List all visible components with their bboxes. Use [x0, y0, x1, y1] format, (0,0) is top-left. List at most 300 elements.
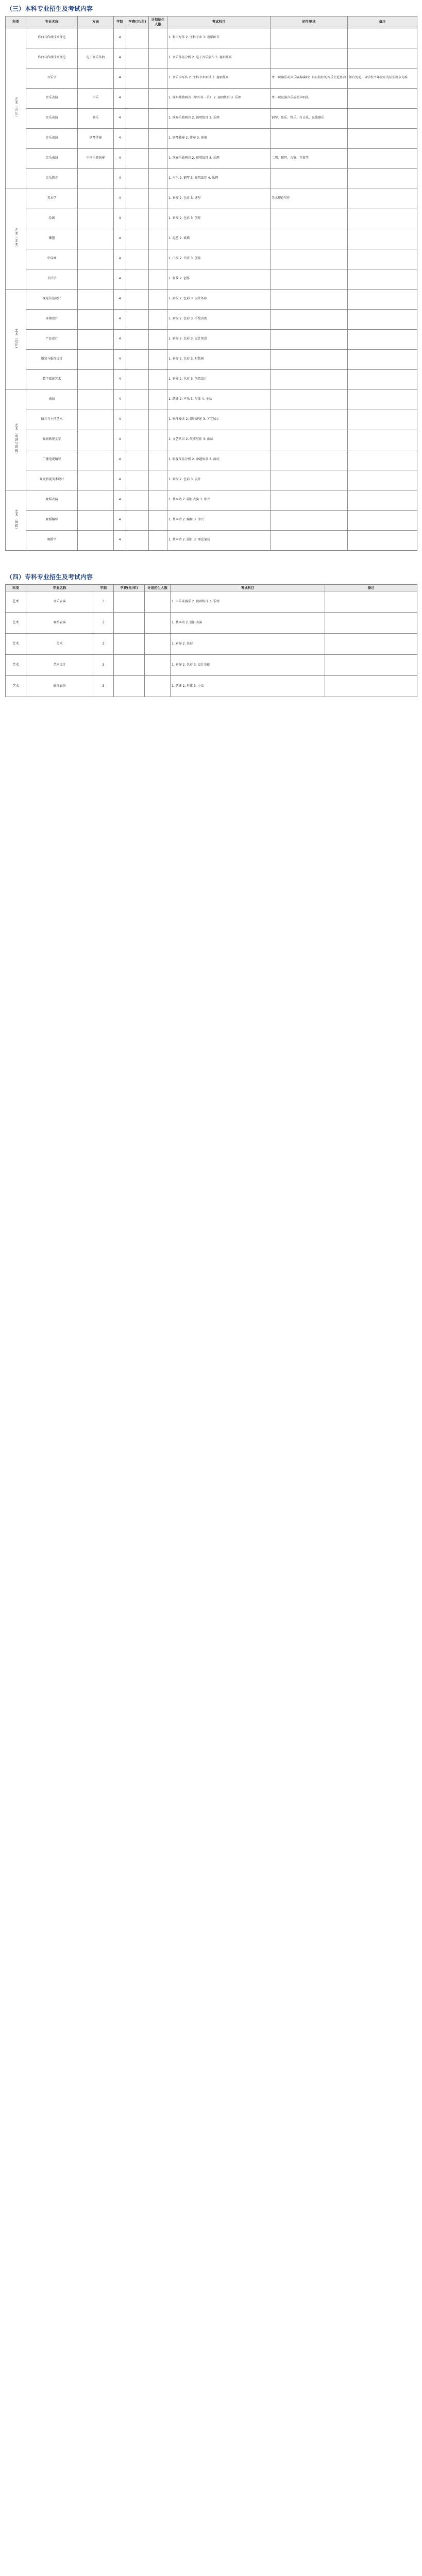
- years-cell: 4: [114, 88, 126, 108]
- section3-title: （三）本科专业招生及考试内容: [6, 5, 93, 12]
- major-cell: 表演: [26, 389, 78, 410]
- req-cell: 美术理论写作: [271, 189, 348, 209]
- years-cell: 4: [114, 68, 126, 88]
- years-cell: 4: [114, 530, 126, 550]
- table-row: [6, 655, 417, 676]
- table-row: [6, 349, 417, 369]
- exam-cell: 1. 声乐或器乐 2. 视唱练耳 3. 乐理: [171, 591, 325, 613]
- years-cell: 4: [114, 229, 126, 249]
- plan-cell: [149, 410, 167, 430]
- note-cell: [348, 28, 417, 48]
- major-cell: 中国画: [26, 249, 78, 269]
- dir-cell: [78, 349, 114, 369]
- req-cell: [271, 209, 348, 229]
- plan-cell: [149, 189, 167, 209]
- req-cell: [271, 530, 348, 550]
- major-cell: 音乐表演: [26, 148, 78, 168]
- table-row: [6, 48, 417, 68]
- table-row: [6, 613, 417, 634]
- col-header: 方向: [78, 16, 114, 28]
- fee-cell: [114, 634, 145, 655]
- dir-cell: 声乐: [78, 88, 114, 108]
- major-cell: 音乐表演: [26, 128, 78, 148]
- fee-cell: [126, 430, 149, 450]
- years-cell: 3: [93, 655, 114, 676]
- fee-cell: [126, 128, 149, 148]
- exam-cell: 1. 稿件播读 2. 即兴评述 3. 才艺展示: [167, 410, 271, 430]
- dir-cell: [78, 289, 114, 309]
- dir-cell: 电子音乐作曲: [78, 48, 114, 68]
- undergrad-table: [5, 16, 417, 551]
- plan-cell: [149, 108, 167, 128]
- note-cell: [348, 229, 417, 249]
- cat-cell: 艺术: [6, 676, 26, 697]
- exam-cell: 1. 素描 2. 色彩 3. 创作: [167, 209, 271, 229]
- req-cell: 考一项民族声乐或美声唱法: [271, 88, 348, 108]
- note-cell: [325, 613, 417, 634]
- plan-cell: [149, 249, 167, 269]
- years-cell: 4: [114, 148, 126, 168]
- fee-cell: [114, 613, 145, 634]
- col-header: 考试科目: [167, 16, 271, 28]
- exam-cell: 1. 声乐 2. 钢琴 3. 视唱练耳 4. 乐理: [167, 168, 271, 189]
- plan-cell: [149, 510, 167, 530]
- exam-cell: 1. 素描 2. 色彩 3. 设计基础: [171, 655, 325, 676]
- major-cell: 音乐教育: [26, 168, 78, 189]
- req-cell: [271, 229, 348, 249]
- note-cell: [348, 349, 417, 369]
- fee-cell: [126, 450, 149, 470]
- header-row: [6, 584, 417, 591]
- major-cell: 雕塑: [26, 229, 78, 249]
- years-cell: 4: [114, 490, 126, 510]
- exam-cell: 1. 白描 2. 书法 3. 创作: [167, 249, 271, 269]
- exam-cell: 1. 基本功 2. 剧目表演: [171, 613, 325, 634]
- major-cell: 舞蹈学: [26, 530, 78, 550]
- dir-cell: 钢琴伴奏: [78, 128, 114, 148]
- table-row: [6, 128, 417, 148]
- years-cell: 4: [114, 249, 126, 269]
- req-cell: [271, 128, 348, 148]
- exam-cell: 1. 素描 2. 色彩 3. 手绘表现: [167, 309, 271, 329]
- table-row: [6, 108, 417, 128]
- years-cell: 3: [93, 676, 114, 697]
- col-header: 学制: [114, 16, 126, 28]
- note-cell: [348, 249, 417, 269]
- req-cell: [271, 470, 348, 490]
- section-gap: [5, 551, 417, 571]
- fee-cell: [126, 209, 149, 229]
- table-row: [6, 209, 417, 229]
- years-cell: 4: [114, 289, 126, 309]
- note-cell: [325, 634, 417, 655]
- table-row: [6, 229, 417, 249]
- dir-cell: [78, 329, 114, 349]
- req-cell: [271, 28, 348, 48]
- major-cell: 播音与主持艺术: [26, 410, 78, 430]
- note-cell: [325, 676, 417, 697]
- exam-cell: 1. 素描 2. 色彩 3. 设计基础: [167, 289, 271, 309]
- note-cell: [348, 189, 417, 209]
- category-cell: 艺术（设计）: [6, 289, 26, 389]
- table-row: [6, 450, 417, 470]
- major-cell: 舞蹈表演: [26, 490, 78, 510]
- note-cell: [348, 88, 417, 108]
- col-header: 考试科目: [171, 584, 325, 591]
- note-cell: [348, 510, 417, 530]
- years-cell: 4: [114, 209, 126, 229]
- req-cell: 二胡、琵琶、古筝、竹笛等: [271, 148, 348, 168]
- fee-cell: [126, 148, 149, 168]
- plan-cell: [149, 148, 167, 168]
- plan-cell: [149, 349, 167, 369]
- req-cell: [271, 329, 348, 349]
- major-cell: 戏剧影视美术设计: [26, 470, 78, 490]
- exam-cell: 1. 文艺常识 2. 故事写作 3. 面试: [167, 430, 271, 450]
- fee-cell: [126, 88, 149, 108]
- table-row: [6, 329, 417, 349]
- years-cell: 4: [114, 470, 126, 490]
- table-row: [6, 591, 417, 613]
- header-row: [6, 16, 417, 28]
- note-cell: [348, 430, 417, 450]
- dir-cell: [78, 209, 114, 229]
- major-cell: 艺术设计: [26, 655, 93, 676]
- fee-cell: [126, 329, 149, 349]
- plan-cell: [149, 430, 167, 450]
- plan-cell: [149, 269, 167, 289]
- table-row: [6, 369, 417, 389]
- years-cell: 3: [93, 613, 114, 634]
- table-row: [6, 530, 417, 550]
- major-cell: 广播电视编导: [26, 450, 78, 470]
- table-row: [6, 410, 417, 430]
- col-header: 专业名称: [26, 16, 78, 28]
- years-cell: 3: [93, 634, 114, 655]
- dir-cell: [78, 28, 114, 48]
- major-cell: 舞蹈表演: [26, 613, 93, 634]
- fee-cell: [126, 68, 149, 88]
- table-row: [6, 430, 417, 450]
- note-cell: [348, 329, 417, 349]
- fee-cell: [126, 470, 149, 490]
- fee-cell: [114, 591, 145, 613]
- years-cell: 4: [114, 369, 126, 389]
- years-cell: 4: [114, 48, 126, 68]
- note-cell: [348, 48, 417, 68]
- plan-cell: [149, 229, 167, 249]
- years-cell: 4: [114, 168, 126, 189]
- fee-cell: [126, 369, 149, 389]
- table-row: [6, 634, 417, 655]
- fee-cell: [126, 490, 149, 510]
- dir-cell: [78, 68, 114, 88]
- fee-cell: [126, 510, 149, 530]
- table-row: [6, 490, 417, 510]
- exam-cell: 1. 临摹 2. 创作: [167, 269, 271, 289]
- col-header: 备注: [348, 16, 417, 28]
- exam-cell: 1. 演唱歌曲两首（中外各一首） 2. 视唱练耳 3. 乐理: [167, 88, 271, 108]
- plan-cell: [149, 88, 167, 108]
- cat-cell: 艺术: [6, 613, 26, 634]
- fee-cell: [126, 289, 149, 309]
- dir-cell: [78, 510, 114, 530]
- plan-cell: [149, 309, 167, 329]
- req-cell: [271, 309, 348, 329]
- note-cell: [325, 655, 417, 676]
- exam-cell: 1. 基本功 2. 编舞 3. 即兴: [167, 510, 271, 530]
- exam-cell: 1. 音乐学写作 2. 主科专业面试 3. 视唱练耳: [167, 68, 271, 88]
- exam-cell: 1. 素描 2. 色彩 3. 时装画: [167, 349, 271, 369]
- exam-cell: 1. 音乐作品分析 2. 电子音乐创作 3. 视唱练耳: [167, 48, 271, 68]
- exam-cell: 1. 朗诵 2. 声乐 3. 形体 4. 小品: [167, 389, 271, 410]
- years-cell: 4: [114, 108, 126, 128]
- years-cell: 4: [114, 349, 126, 369]
- dir-cell: [78, 249, 114, 269]
- exam-cell: 1. 钢琴独奏 2. 伴奏 3. 视奏: [167, 128, 271, 148]
- dir-cell: [78, 470, 114, 490]
- plan-cell: [149, 369, 167, 389]
- exam-cell: 1. 影视作品分析 2. 命题故事 3. 面试: [167, 450, 271, 470]
- req-cell: [271, 450, 348, 470]
- req-cell: [271, 349, 348, 369]
- college-table: [5, 584, 417, 698]
- major-cell: 美术学: [26, 189, 78, 209]
- note-cell: [325, 591, 417, 613]
- req-cell: [271, 510, 348, 530]
- col-header: 招生要求: [271, 16, 348, 28]
- fee-cell: [126, 349, 149, 369]
- undergrad-body: [6, 28, 417, 550]
- major-cell: 美术: [26, 634, 93, 655]
- fee-cell: [114, 676, 145, 697]
- req-cell: [271, 389, 348, 410]
- exam-cell: 1. 朗诵 2. 形体 3. 小品: [171, 676, 325, 697]
- req-cell: [271, 289, 348, 309]
- plan-cell: [149, 289, 167, 309]
- fee-cell: [126, 389, 149, 410]
- plan-cell: [149, 128, 167, 148]
- dir-cell: 器乐: [78, 108, 114, 128]
- table-row: [6, 269, 417, 289]
- major-cell: 环境设计: [26, 309, 78, 329]
- dir-cell: [78, 168, 114, 189]
- table-row: [6, 28, 417, 48]
- plan-cell: [149, 48, 167, 68]
- plan-cell: [149, 329, 167, 349]
- fee-cell: [126, 269, 149, 289]
- note-cell: [348, 450, 417, 470]
- note-cell: 如有变动，以学校当年发布的招生简章为准: [348, 68, 417, 88]
- dir-cell: [78, 410, 114, 430]
- major-cell: 产品设计: [26, 329, 78, 349]
- table-row: [6, 510, 417, 530]
- major-cell: 服装与服饰设计: [26, 349, 78, 369]
- exam-cell: 1. 泥塑 2. 素描: [167, 229, 271, 249]
- col-header: 计划招生人数: [149, 16, 167, 28]
- exam-cell: 1. 素描 2. 色彩 3. 创意设计: [167, 369, 271, 389]
- col-header: 学费(元/年): [114, 584, 145, 591]
- req-cell: [271, 269, 348, 289]
- note-cell: [348, 309, 417, 329]
- table-row: [6, 168, 417, 189]
- table-row: [6, 88, 417, 108]
- plan-cell: [149, 28, 167, 48]
- years-cell: 4: [114, 410, 126, 430]
- plan-cell: [149, 68, 167, 88]
- col-header: 专业名称: [26, 584, 93, 591]
- years-cell: 4: [114, 329, 126, 349]
- col-header: 科类: [6, 16, 26, 28]
- plan-cell: [149, 389, 167, 410]
- fee-cell: [126, 28, 149, 48]
- cat-cell: 艺术: [6, 655, 26, 676]
- dir-cell: [78, 309, 114, 329]
- major-cell: 影视表演: [26, 676, 93, 697]
- exam-cell: 1. 素描 2. 色彩: [171, 634, 325, 655]
- req-cell: [271, 430, 348, 450]
- category-cell: 艺术（舞蹈）: [6, 490, 26, 550]
- category-cell: 艺术（美术）: [6, 189, 26, 289]
- fee-cell: [126, 189, 149, 209]
- major-cell: 音乐表演: [26, 108, 78, 128]
- plan-cell: [145, 676, 171, 697]
- plan-cell: [145, 591, 171, 613]
- req-cell: 考一项器乐或声乐演奏演唱；具有较好的音乐史论基础: [271, 68, 348, 88]
- years-cell: 4: [114, 309, 126, 329]
- note-cell: [348, 389, 417, 410]
- years-cell: 4: [114, 510, 126, 530]
- major-cell: 视觉传达设计: [26, 289, 78, 309]
- major-cell: 音乐表演: [26, 591, 93, 613]
- fee-cell: [126, 249, 149, 269]
- fee-cell: [126, 168, 149, 189]
- plan-cell: [145, 634, 171, 655]
- years-cell: 4: [114, 269, 126, 289]
- dir-cell: [78, 269, 114, 289]
- note-cell: [348, 148, 417, 168]
- note-cell: [348, 108, 417, 128]
- fee-cell: [126, 410, 149, 430]
- table-row: [6, 189, 417, 209]
- exam-cell: 1. 基本功 2. 剧目 3. 理论笔试: [167, 530, 271, 550]
- dir-cell: [78, 389, 114, 410]
- req-cell: [271, 48, 348, 68]
- dir-cell: [78, 530, 114, 550]
- table-row: [6, 389, 417, 410]
- req-cell: [271, 410, 348, 430]
- dir-cell: [78, 229, 114, 249]
- cat-cell: 艺术: [6, 591, 26, 613]
- section4-title: （四）专科专业招生及考试内容: [6, 573, 93, 581]
- note-cell: [348, 490, 417, 510]
- note-cell: [348, 269, 417, 289]
- col-header: 学制: [93, 584, 114, 591]
- plan-cell: [149, 450, 167, 470]
- table-row: [6, 676, 417, 697]
- dir-cell: [78, 189, 114, 209]
- note-cell: [348, 128, 417, 148]
- major-cell: 作曲与作曲技术理论: [26, 28, 78, 48]
- major-cell: 音乐表演: [26, 88, 78, 108]
- plan-cell: [149, 530, 167, 550]
- plan-cell: [149, 168, 167, 189]
- exam-cell: 1. 基本功 2. 剧目表演 3. 即兴: [167, 490, 271, 510]
- exam-cell: 1. 素描 2. 色彩 3. 设计创意: [167, 329, 271, 349]
- dir-cell: [78, 430, 114, 450]
- major-cell: 书法学: [26, 269, 78, 289]
- note-cell: [348, 289, 417, 309]
- req-cell: [271, 168, 348, 189]
- exam-cell: 1. 演奏乐曲两首 2. 视唱练耳 3. 乐理: [167, 108, 271, 128]
- table-row: [6, 470, 417, 490]
- fee-cell: [126, 309, 149, 329]
- dir-cell: [78, 450, 114, 470]
- table-row: [6, 68, 417, 88]
- years-cell: 4: [114, 430, 126, 450]
- major-cell: 作曲与作曲技术理论: [26, 48, 78, 68]
- note-cell: [348, 530, 417, 550]
- cat-cell: 艺术: [6, 634, 26, 655]
- col-header: 科类: [6, 584, 26, 591]
- req-cell: [271, 369, 348, 389]
- fee-cell: [126, 530, 149, 550]
- years-cell: 4: [114, 28, 126, 48]
- plan-cell: [145, 655, 171, 676]
- col-header: 计划招生人数: [145, 584, 171, 591]
- category-cell: 艺术（音乐）: [6, 28, 26, 189]
- major-cell: 数字媒体艺术: [26, 369, 78, 389]
- table-row: [6, 148, 417, 168]
- req-cell: 钢琴、弦乐、管乐、打击乐、民族器乐: [271, 108, 348, 128]
- dir-cell: 中国乐器演奏: [78, 148, 114, 168]
- note-cell: [348, 470, 417, 490]
- major-cell: 音乐学: [26, 68, 78, 88]
- plan-cell: [149, 470, 167, 490]
- exam-cell: 1. 素描 2. 色彩 3. 速写: [167, 189, 271, 209]
- table-row: [6, 249, 417, 269]
- years-cell: 4: [114, 189, 126, 209]
- major-cell: 舞蹈编导: [26, 510, 78, 530]
- table-row: [6, 289, 417, 309]
- table-row: [6, 309, 417, 329]
- dir-cell: [78, 369, 114, 389]
- col-header: 学费(元/年): [126, 16, 149, 28]
- plan-cell: [149, 209, 167, 229]
- col-header: 备注: [325, 584, 417, 591]
- major-cell: 戏剧影视文学: [26, 430, 78, 450]
- plan-cell: [145, 613, 171, 634]
- exam-cell: 1. 和声写作 2. 主科专业 3. 视唱练耳: [167, 28, 271, 48]
- college-body: [6, 591, 417, 697]
- note-cell: [348, 209, 417, 229]
- dir-cell: [78, 490, 114, 510]
- exam-cell: 1. 演奏乐曲两首 2. 视唱练耳 3. 乐理: [167, 148, 271, 168]
- note-cell: [348, 168, 417, 189]
- req-cell: [271, 249, 348, 269]
- fee-cell: [126, 48, 149, 68]
- fee-cell: [126, 108, 149, 128]
- plan-cell: [149, 490, 167, 510]
- years-cell: 4: [114, 389, 126, 410]
- years-cell: 3: [93, 591, 114, 613]
- years-cell: 4: [114, 128, 126, 148]
- fee-cell: [126, 229, 149, 249]
- exam-cell: 1. 素描 2. 色彩 3. 设计: [167, 470, 271, 490]
- years-cell: 4: [114, 450, 126, 470]
- note-cell: [348, 410, 417, 430]
- major-cell: 绘画: [26, 209, 78, 229]
